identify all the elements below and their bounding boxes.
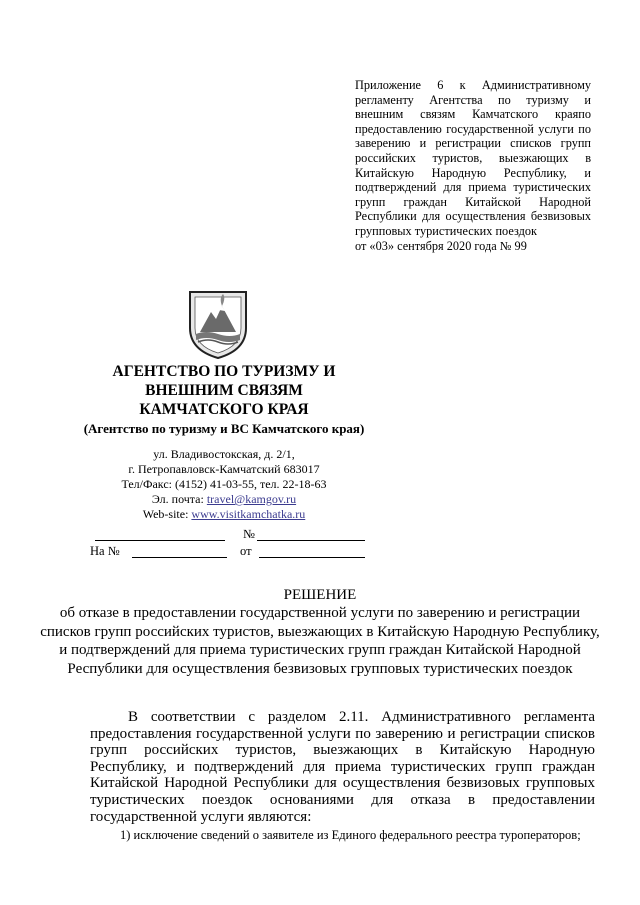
reference-date-line bbox=[259, 557, 365, 558]
reference-label: На № bbox=[90, 544, 120, 558]
website-link[interactable]: www.visitkamchatka.ru bbox=[191, 507, 306, 521]
kamchatka-coat-of-arms-icon bbox=[186, 288, 250, 360]
reference-number-line bbox=[132, 557, 227, 558]
reference-from-label: от bbox=[240, 544, 252, 558]
decision-subject: об отказе в предоставлении государственной услуги по заверению и регистрации списков групп российских туристов, выезжающих в Китайскую Народную Республику, и подтверждений для приема туристических групп граждан Китайской Народной Республики для осуществления безвизовых групповых туристических поездок bbox=[40, 605, 600, 677]
outgoing-date-line bbox=[257, 540, 365, 541]
email-link[interactable]: travel@kamgov.ru bbox=[206, 492, 297, 506]
address-line-2: г. Петропавловск-Камчатский 683017 bbox=[128, 462, 320, 476]
website-line bbox=[80, 507, 368, 522]
email-label: Эл. почта: bbox=[151, 492, 207, 506]
decision-heading: РЕШЕНИЕ bbox=[283, 587, 357, 603]
appendix-date: от «03» сентября 2020 года № 99 bbox=[355, 238, 527, 253]
outgoing-number-line bbox=[95, 540, 225, 541]
org-short-name: (Агентство по туризму и ВС Камчатского края) bbox=[83, 421, 365, 436]
appendix-text: Приложение 6 к Административному регламенту Агентства по туризму и внешним связям Камчатского краяпо предоставлению государственной услуги по заверению и регистрации списков групп российских туристов, выезжающих в Китайскую Народную Республику, и подтверждений для приема туристических групп граждан Китайской Народной Республики для осуществления безвизовых групповых туристических поездок bbox=[355, 78, 591, 238]
org-contacts bbox=[80, 447, 368, 522]
number-sign: № bbox=[243, 527, 255, 541]
address-line-1: ул. Владивостокская, д. 2/1, bbox=[153, 447, 295, 461]
website-label: Web-site: bbox=[142, 507, 192, 521]
org-name-line-1: АГЕНТСТВО ПО ТУРИЗМУ И bbox=[112, 363, 336, 380]
org-name-line-3: КАМЧАТСКОГО КРАЯ bbox=[139, 401, 309, 418]
list-item: 1) исключение сведений о заявителе из Единого федерального реестра туроператоров; bbox=[120, 828, 581, 842]
email-line bbox=[80, 492, 368, 507]
org-name-line-2: ВНЕШНИМ СВЯЗЯМ bbox=[145, 382, 303, 399]
body-paragraph: В соответствии с разделом 2.11. Административного регламента предоставления государственной услуги по заверению и регистрации списков групп российских туристов, выезжающих в Китайскую Народную Республику, и подтверждений для приема туристических групп граждан Китайской Народной Республики для осуществления безвизовых групповых туристических поездок основаниями для отказа в предоставлении государственной услуги являются: bbox=[90, 709, 595, 825]
decision-title bbox=[40, 586, 600, 678]
organization-header bbox=[80, 362, 368, 436]
appendix-block bbox=[355, 78, 591, 253]
phone-line: Тел/Факс: (4152) 41-03-55, тел. 22-18-63 bbox=[121, 477, 327, 491]
